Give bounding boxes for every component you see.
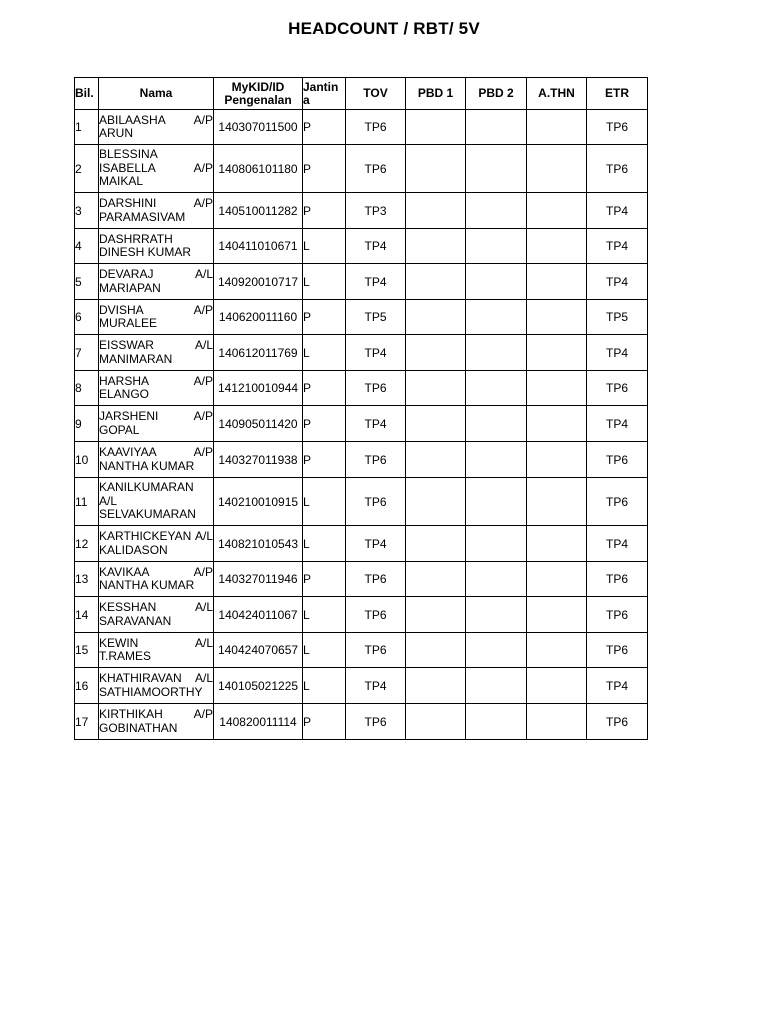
- cell-nama: DASHRRATH DINESH KUMAR: [99, 229, 214, 264]
- cell-nama: BLESSINA ISABELLA A/P MAIKAL: [99, 145, 214, 193]
- cell-mykid: 140105021225: [214, 668, 303, 704]
- cell-bil: 11: [75, 478, 99, 526]
- cell-etr: TP5: [587, 300, 648, 335]
- cell-mykid: 140806101180: [214, 145, 303, 193]
- cell-etr: TP4: [587, 526, 648, 562]
- header-athn: A.THN: [527, 78, 587, 110]
- cell-athn: [527, 562, 587, 597]
- cell-bil: 4: [75, 229, 99, 264]
- header-etr: ETR: [587, 78, 648, 110]
- cell-pbd1: [406, 264, 466, 300]
- table-body: [75, 110, 648, 740]
- cell-pbd2: [466, 193, 527, 229]
- cell-pbd2: [466, 110, 527, 145]
- cell-pbd2: [466, 526, 527, 562]
- cell-etr: TP6: [587, 145, 648, 193]
- cell-athn: [527, 110, 587, 145]
- cell-athn: [527, 300, 587, 335]
- cell-athn: [527, 264, 587, 300]
- cell-etr: TP6: [587, 442, 648, 478]
- cell-pbd2: [466, 300, 527, 335]
- table-row: [75, 145, 648, 193]
- cell-jantina: L: [303, 526, 346, 562]
- cell-pbd1: [406, 597, 466, 633]
- cell-nama: HARSHA A/P ELANGO: [99, 371, 214, 406]
- cell-etr: TP6: [587, 110, 648, 145]
- cell-athn: [527, 371, 587, 406]
- cell-mykid: 140327011946: [214, 562, 303, 597]
- cell-bil: 10: [75, 442, 99, 478]
- cell-pbd1: [406, 193, 466, 229]
- cell-jantina: P: [303, 193, 346, 229]
- cell-pbd2: [466, 597, 527, 633]
- cell-pbd2: [466, 562, 527, 597]
- cell-bil: 7: [75, 335, 99, 371]
- cell-nama: KAVIKAA A/P NANTHA KUMAR: [99, 562, 214, 597]
- table-row: [75, 668, 648, 704]
- table-row: [75, 597, 648, 633]
- cell-etr: TP4: [587, 193, 648, 229]
- cell-tov: TP6: [346, 633, 406, 668]
- cell-jantina: L: [303, 264, 346, 300]
- cell-pbd1: [406, 668, 466, 704]
- header-jantina-line1: Jantin: [303, 79, 339, 94]
- cell-pbd1: [406, 526, 466, 562]
- cell-bil: 5: [75, 264, 99, 300]
- cell-pbd2: [466, 371, 527, 406]
- table-row: [75, 193, 648, 229]
- cell-tov: TP6: [346, 704, 406, 740]
- cell-etr: TP6: [587, 597, 648, 633]
- table-row: [75, 406, 648, 442]
- cell-nama: DARSHINI A/P PARAMASIVAM: [99, 193, 214, 229]
- cell-bil: 9: [75, 406, 99, 442]
- cell-bil: 12: [75, 526, 99, 562]
- table-row: [75, 335, 648, 371]
- cell-pbd2: [466, 478, 527, 526]
- cell-athn: [527, 335, 587, 371]
- cell-pbd1: [406, 300, 466, 335]
- cell-pbd2: [466, 442, 527, 478]
- cell-pbd2: [466, 633, 527, 668]
- cell-mykid: 140620011160: [214, 300, 303, 335]
- cell-pbd1: [406, 478, 466, 526]
- cell-tov: TP4: [346, 406, 406, 442]
- cell-tov: TP4: [346, 264, 406, 300]
- cell-tov: TP5: [346, 300, 406, 335]
- cell-bil: 16: [75, 668, 99, 704]
- cell-jantina: L: [303, 633, 346, 668]
- cell-etr: TP4: [587, 264, 648, 300]
- cell-etr: TP6: [587, 704, 648, 740]
- cell-tov: TP3: [346, 193, 406, 229]
- table-row: [75, 300, 648, 335]
- cell-bil: 8: [75, 371, 99, 406]
- cell-nama: JARSHENI A/P GOPAL: [99, 406, 214, 442]
- cell-tov: TP4: [346, 229, 406, 264]
- table-row: [75, 562, 648, 597]
- cell-bil: 3: [75, 193, 99, 229]
- cell-pbd1: [406, 562, 466, 597]
- cell-mykid: 140210010915: [214, 478, 303, 526]
- cell-jantina: P: [303, 704, 346, 740]
- cell-athn: [527, 145, 587, 193]
- cell-nama: KHATHIRAVAN A/L SATHIAMOORTHY: [99, 668, 214, 704]
- cell-mykid: 140820011114: [214, 704, 303, 740]
- cell-pbd1: [406, 145, 466, 193]
- cell-nama: EISSWAR A/L MANIMARAN: [99, 335, 214, 371]
- cell-pbd2: [466, 229, 527, 264]
- table-row: [75, 478, 648, 526]
- cell-jantina: L: [303, 597, 346, 633]
- table-row: [75, 110, 648, 145]
- cell-nama: KAAVIYAA A/P NANTHA KUMAR: [99, 442, 214, 478]
- header-mykid-line2: Pengenalan: [224, 92, 292, 107]
- cell-etr: TP6: [587, 633, 648, 668]
- cell-pbd1: [406, 371, 466, 406]
- cell-tov: TP6: [346, 562, 406, 597]
- cell-etr: TP4: [587, 229, 648, 264]
- cell-jantina: L: [303, 229, 346, 264]
- cell-etr: TP4: [587, 668, 648, 704]
- table-row: [75, 371, 648, 406]
- table-row: [75, 526, 648, 562]
- cell-tov: TP6: [346, 478, 406, 526]
- cell-nama: DVISHA A/P MURALEE: [99, 300, 214, 335]
- header-jantina-line2: a: [303, 92, 310, 107]
- cell-mykid: 140920010717: [214, 264, 303, 300]
- cell-pbd2: [466, 668, 527, 704]
- cell-jantina: P: [303, 562, 346, 597]
- table-row: [75, 264, 648, 300]
- cell-nama: KARTHICKEYAN A/L KALIDASON: [99, 526, 214, 562]
- cell-athn: [527, 597, 587, 633]
- cell-athn: [527, 633, 587, 668]
- cell-jantina: L: [303, 478, 346, 526]
- cell-pbd1: [406, 442, 466, 478]
- header-jantina: [303, 78, 346, 110]
- cell-jantina: P: [303, 442, 346, 478]
- header-pbd1: PBD 1: [406, 78, 466, 110]
- cell-tov: TP4: [346, 335, 406, 371]
- table-header-row: [75, 78, 648, 110]
- cell-athn: [527, 406, 587, 442]
- cell-tov: TP4: [346, 668, 406, 704]
- cell-pbd1: [406, 633, 466, 668]
- header-mykid: [214, 78, 303, 110]
- cell-pbd2: [466, 704, 527, 740]
- cell-tov: TP4: [346, 526, 406, 562]
- page-title: HEADCOUNT / RBT/ 5V: [288, 19, 480, 38]
- cell-pbd1: [406, 229, 466, 264]
- cell-pbd2: [466, 145, 527, 193]
- cell-athn: [527, 704, 587, 740]
- header-tov: TOV: [346, 78, 406, 110]
- cell-jantina: P: [303, 110, 346, 145]
- cell-athn: [527, 229, 587, 264]
- table-row: [75, 704, 648, 740]
- cell-jantina: P: [303, 300, 346, 335]
- cell-nama: KIRTHIKAH A/P GOBINATHAN: [99, 704, 214, 740]
- cell-pbd1: [406, 406, 466, 442]
- cell-nama: KANILKUMARAN A/L SELVAKUMARAN: [99, 478, 214, 526]
- cell-tov: TP6: [346, 442, 406, 478]
- cell-etr: TP6: [587, 478, 648, 526]
- cell-athn: [527, 526, 587, 562]
- cell-nama: KESSHAN A/L SARAVANAN: [99, 597, 214, 633]
- cell-etr: TP6: [587, 562, 648, 597]
- cell-mykid: 140424011067: [214, 597, 303, 633]
- cell-athn: [527, 193, 587, 229]
- cell-mykid: 140307011500: [214, 110, 303, 145]
- header-mykid-line1: MyKID/ID: [231, 79, 285, 94]
- header-pbd2: PBD 2: [466, 78, 527, 110]
- table-row: [75, 442, 648, 478]
- cell-nama: ABILAASHA A/P ARUN: [99, 110, 214, 145]
- cell-etr: TP6: [587, 371, 648, 406]
- cell-bil: 14: [75, 597, 99, 633]
- cell-athn: [527, 442, 587, 478]
- cell-nama: KEWIN A/L T.RAMES: [99, 633, 214, 668]
- cell-nama: DEVARAJ A/L MARIAPAN: [99, 264, 214, 300]
- header-bil: Bil.: [75, 78, 99, 110]
- cell-jantina: L: [303, 335, 346, 371]
- cell-athn: [527, 478, 587, 526]
- cell-mykid: 140905011420: [214, 406, 303, 442]
- cell-jantina: P: [303, 145, 346, 193]
- cell-bil: 17: [75, 704, 99, 740]
- cell-mykid: 141210010944: [214, 371, 303, 406]
- cell-jantina: P: [303, 406, 346, 442]
- cell-pbd1: [406, 335, 466, 371]
- cell-mykid: 140327011938: [214, 442, 303, 478]
- cell-mykid: 140424070657: [214, 633, 303, 668]
- cell-mykid: 140411010671: [214, 229, 303, 264]
- cell-pbd1: [406, 110, 466, 145]
- cell-bil: 2: [75, 145, 99, 193]
- cell-tov: TP6: [346, 110, 406, 145]
- cell-tov: TP6: [346, 145, 406, 193]
- cell-jantina: L: [303, 668, 346, 704]
- cell-bil: 13: [75, 562, 99, 597]
- cell-mykid: 140510011282: [214, 193, 303, 229]
- cell-mykid: 140821010543: [214, 526, 303, 562]
- cell-bil: 15: [75, 633, 99, 668]
- cell-tov: TP6: [346, 597, 406, 633]
- table-row: [75, 633, 648, 668]
- cell-bil: 1: [75, 110, 99, 145]
- cell-pbd2: [466, 264, 527, 300]
- cell-etr: TP4: [587, 406, 648, 442]
- cell-etr: TP4: [587, 335, 648, 371]
- cell-mykid: 140612011769: [214, 335, 303, 371]
- table-row: [75, 229, 648, 264]
- headcount-table: [74, 77, 648, 740]
- cell-jantina: P: [303, 371, 346, 406]
- cell-bil: 6: [75, 300, 99, 335]
- cell-pbd2: [466, 406, 527, 442]
- cell-tov: TP6: [346, 371, 406, 406]
- cell-pbd2: [466, 335, 527, 371]
- cell-athn: [527, 668, 587, 704]
- header-nama: Nama: [99, 78, 214, 110]
- cell-pbd1: [406, 704, 466, 740]
